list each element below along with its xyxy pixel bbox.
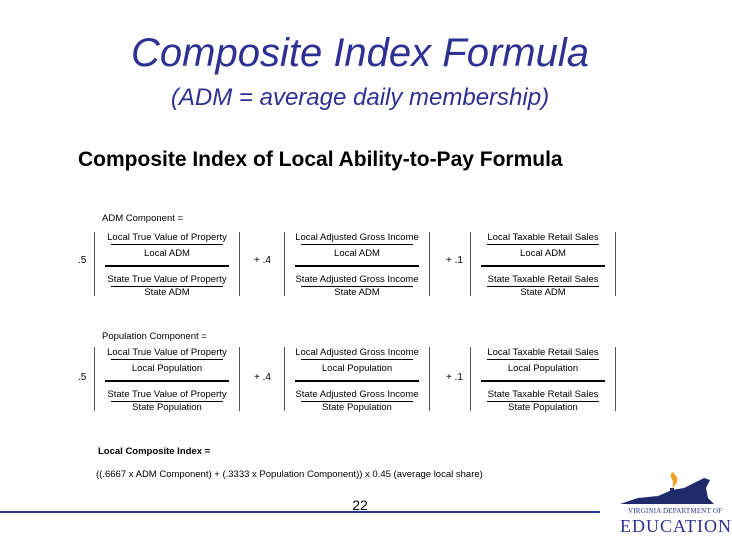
fraction-bar bbox=[295, 265, 419, 267]
vdoe-logo bbox=[610, 468, 732, 540]
adm-property-fraction bbox=[94, 232, 240, 296]
fraction-text: Local Population bbox=[321, 363, 393, 374]
pop-coef-sales: + .1 bbox=[446, 372, 463, 383]
pop-income-fraction bbox=[284, 347, 430, 411]
slide-title: Composite Index Formula bbox=[131, 31, 589, 75]
fraction-text: Local ADM bbox=[334, 248, 380, 259]
pop-coef-income: + .4 bbox=[254, 372, 271, 383]
footer-divider bbox=[0, 511, 600, 513]
fraction-text: Local Taxable Retail Sales bbox=[487, 347, 599, 358]
fraction-text: State Taxable Retail Sales bbox=[487, 389, 599, 400]
fraction-text: State ADM bbox=[144, 287, 190, 298]
fraction-bar bbox=[481, 380, 605, 382]
fraction-text: State ADM bbox=[520, 287, 566, 298]
pop-sales-fraction bbox=[470, 347, 616, 411]
fraction-text: Local Adjusted Gross Income bbox=[295, 347, 419, 358]
fraction-text: State Population bbox=[322, 402, 392, 413]
population-component-label: Population Component = bbox=[102, 331, 207, 342]
fraction-text: State ADM bbox=[334, 287, 380, 298]
logo-department-text: VIRGINIA DEPARTMENT OF bbox=[628, 507, 723, 515]
fraction-text: Local True Value of Property bbox=[107, 347, 227, 358]
pop-property-fraction bbox=[94, 347, 240, 411]
fraction-text: State Adjusted Gross Income bbox=[295, 274, 419, 285]
slide-subtitle: (ADM = average daily membership) bbox=[170, 84, 550, 111]
fraction-text: Local ADM bbox=[144, 248, 190, 259]
fraction-bar bbox=[105, 380, 229, 382]
figure-heading: Composite Index of Local Ability-to-Pay Formula bbox=[78, 148, 563, 171]
fraction-text: Local ADM bbox=[520, 248, 566, 259]
fraction-text: State True Value of Property bbox=[107, 389, 227, 400]
fraction-bar bbox=[481, 265, 605, 267]
fraction-text: Local True Value of Property bbox=[107, 232, 227, 243]
fraction-text: State Adjusted Gross Income bbox=[295, 389, 419, 400]
adm-component-label: ADM Component = bbox=[102, 213, 184, 224]
virginia-torch-icon bbox=[610, 468, 720, 508]
adm-sales-fraction bbox=[470, 232, 616, 296]
fraction-bar bbox=[295, 380, 419, 382]
composite-index-formula: ((.6667 x ADM Component) + (.3333 x Population Component)) x 0.45 (average local share) bbox=[96, 469, 483, 480]
adm-coef-sales: + .1 bbox=[446, 255, 463, 266]
fraction-text: Local Population bbox=[507, 363, 579, 374]
logo-education-text: EDUCATION bbox=[620, 516, 732, 536]
adm-income-fraction bbox=[284, 232, 430, 296]
fraction-text: Local Population bbox=[131, 363, 203, 374]
composite-index-label: Local Composite Index = bbox=[98, 446, 211, 457]
fraction-text: Local Adjusted Gross Income bbox=[295, 232, 419, 243]
adm-coef-property: .5 bbox=[78, 255, 87, 266]
fraction-text: State True Value of Property bbox=[107, 274, 227, 285]
fraction-text: State Population bbox=[132, 402, 202, 413]
fraction-text: State Taxable Retail Sales bbox=[487, 274, 599, 285]
fraction-text: Local Taxable Retail Sales bbox=[487, 232, 599, 243]
fraction-bar bbox=[105, 265, 229, 267]
page-number: 22 bbox=[352, 497, 368, 513]
fraction-text: State Population bbox=[508, 402, 578, 413]
adm-coef-income: + .4 bbox=[254, 255, 271, 266]
pop-coef-property: .5 bbox=[78, 372, 87, 383]
